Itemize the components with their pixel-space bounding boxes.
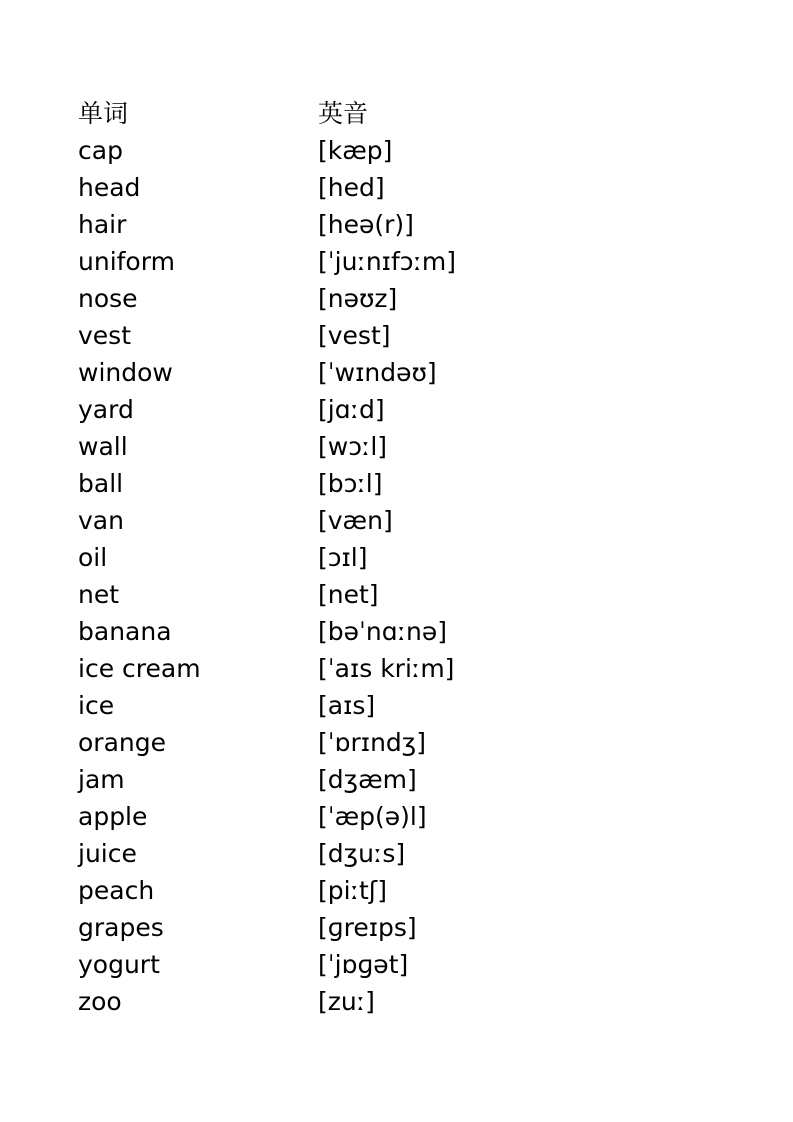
word-cell: orange [78,728,166,757]
vocabulary-table [78,95,718,1020]
phonetic-cell: [ˈaɪs kriːm] [318,654,455,683]
word-cell: vest [78,321,132,350]
word-cell: hair [78,210,127,239]
phonetic-column-header: 英音 [318,99,369,128]
table-row [78,169,718,206]
phonetic-cell: [ˈjɒɡət] [318,950,409,979]
table-row [78,835,718,872]
phonetic-cell: [net] [318,580,379,609]
table-row [78,983,718,1020]
phonetic-cell: [piːtʃ] [318,876,387,905]
table-row [78,465,718,502]
table-row [78,872,718,909]
table-row [78,428,718,465]
phonetic-cell: [zuː] [318,987,375,1016]
phonetic-cell: [bɔːl] [318,469,383,498]
table-row [78,613,718,650]
table-row [78,280,718,317]
word-cell: apple [78,802,148,831]
word-cell: head [78,173,141,202]
word-cell: van [78,506,124,535]
table-row [78,724,718,761]
table-row [78,317,718,354]
word-cell: ice [78,691,115,720]
phonetic-cell: [vest] [318,321,391,350]
phonetic-cell: [ɡreɪps] [318,913,417,942]
table-row [78,391,718,428]
table-row [78,761,718,798]
phonetic-cell: [ˈwɪndəʊ] [318,358,437,387]
phonetic-cell: [dʒæm] [318,765,417,794]
word-column-header: 单词 [78,99,129,128]
word-cell: nose [78,284,138,313]
word-cell: ball [78,469,124,498]
phonetic-cell: [kæp] [318,136,393,165]
table-row [78,206,718,243]
table-row [78,798,718,835]
table-row [78,354,718,391]
table-header-row [78,95,718,132]
phonetic-cell: [nəʊz] [318,284,398,313]
word-cell: cap [78,136,123,165]
word-cell: peach [78,876,155,905]
word-cell: ice cream [78,654,201,683]
word-cell: window [78,358,173,387]
phonetic-cell: [bəˈnɑːnə] [318,617,447,646]
phonetic-cell: [wɔːl] [318,432,388,461]
phonetic-cell: [væn] [318,506,393,535]
word-cell: oil [78,543,108,572]
table-row [78,539,718,576]
table-body [78,132,718,1020]
table-row [78,650,718,687]
word-cell: net [78,580,120,609]
table-row [78,502,718,539]
word-cell: jam [78,765,125,794]
table-row [78,576,718,613]
word-cell: yard [78,395,134,424]
table-row [78,132,718,169]
phonetic-cell: [ˈæp(ə)l] [318,802,427,831]
table-row [78,243,718,280]
phonetic-cell: [ˈjuːnɪfɔːm] [318,247,457,276]
word-cell: grapes [78,913,164,942]
phonetic-cell: [aɪs] [318,691,376,720]
word-cell: banana [78,617,172,646]
table-row [78,687,718,724]
phonetic-cell: [hed] [318,173,385,202]
phonetic-cell: [ɔɪl] [318,543,368,572]
phonetic-cell: [dʒuːs] [318,839,406,868]
phonetic-cell: [jɑːd] [318,395,385,424]
word-cell: uniform [78,247,175,276]
table-row [78,909,718,946]
table-row [78,946,718,983]
word-cell: yogurt [78,950,160,979]
word-cell: zoo [78,987,122,1016]
word-cell: juice [78,839,137,868]
word-cell: wall [78,432,128,461]
phonetic-cell: [ˈɒrɪndʒ] [318,728,426,757]
phonetic-cell: [heə(r)] [318,210,414,239]
